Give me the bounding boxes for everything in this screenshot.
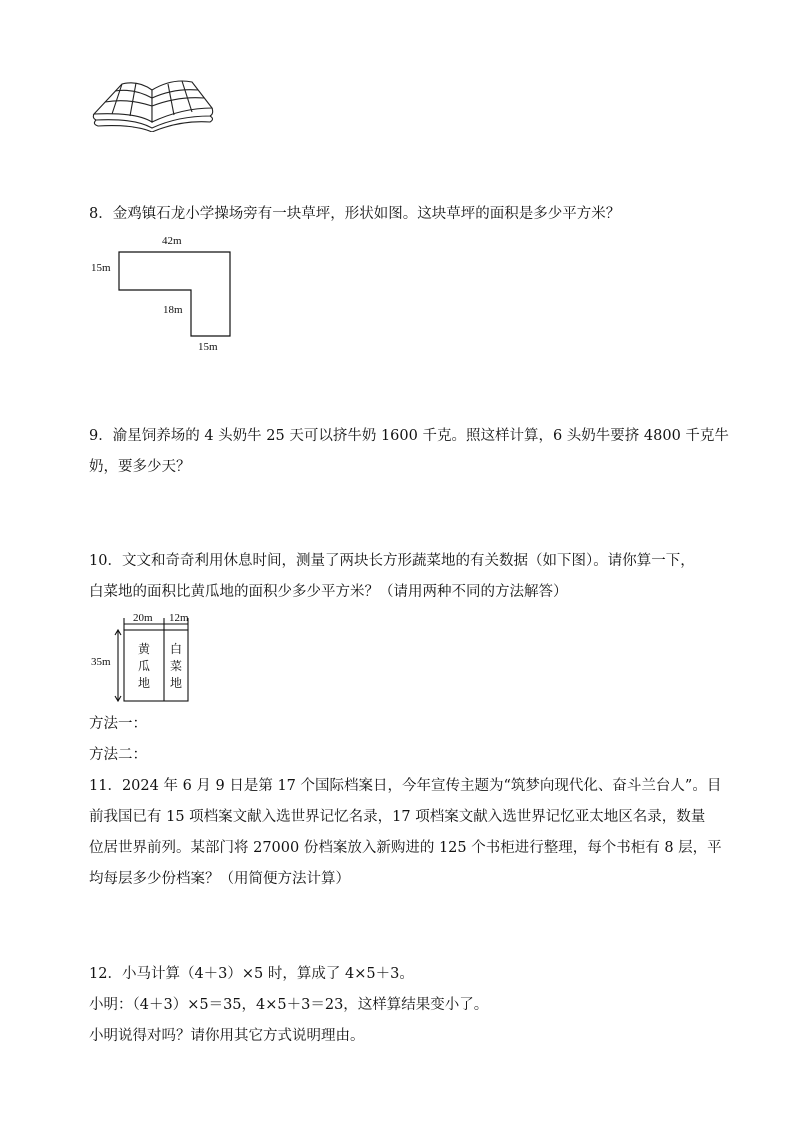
fig8-label-inner: 18m (163, 304, 183, 316)
field2-char3: 地 (170, 676, 183, 690)
question-10 (89, 546, 709, 608)
question-12-line2: 小明：（4＋3）×5＝35，4×5＋3＝23，这样算结果变小了。 (89, 997, 489, 1013)
question-12 (89, 959, 709, 1052)
lawn-shape-figure (80, 230, 260, 360)
book-illustration (88, 74, 218, 132)
question-11-line3: 位居世界前列。某部门将 27000 份档案放入新购进的 125 个书柜进行整理，每个书柜有 8 层，平 (89, 840, 722, 856)
question-10-methods (89, 709, 709, 771)
field1-label (138, 642, 151, 690)
field2-char2: 菜 (170, 659, 183, 673)
fig8-label-top: 42m (162, 235, 182, 247)
method-2-label: 方法二： (89, 747, 147, 763)
question-9 (89, 421, 729, 483)
field1-char1: 黄 (138, 642, 151, 656)
question-8-text: 8．金鸡镇石龙小学操场旁有一块草坪，形状如图。这块草坪的面积是多少平方米？ (89, 206, 621, 222)
fig8-label-bottom: 15m (198, 341, 218, 353)
question-10-line1: 10．文文和奇奇利用休息时间，测量了两块长方形蔬菜地的有关数据（如下图）。请你算一下， (89, 553, 695, 569)
question-11 (89, 771, 722, 895)
fig10-label-w2: 12m (169, 612, 189, 624)
question-12-line1: 12．小马计算（4＋3）×5 时，算成了 4×5＋3。 (89, 966, 414, 982)
fig8-label-left: 15m (91, 262, 111, 274)
field1-char2: 瓜 (138, 659, 151, 673)
question-11-line2: 前我国已有 15 项档案文献入选世界记忆名录，17 项档案文献入选世界记忆亚太地区名录，数量 (89, 809, 706, 825)
question-9-line2: 奶，要多少天？ (89, 459, 191, 475)
question-11-line1: 11．2024 年 6 月 9 日是第 17 个国际档案日，今年宣传主题为“筑梦向现代化、奋斗兰台人”。目 (89, 778, 722, 794)
field2-label (170, 642, 182, 690)
question-9-line1: 9．渝星饲养场的 4 头奶牛 25 天可以挤牛奶 1600 千克。照这样计算，6 头奶牛要挤 4800 千克牛 (89, 428, 729, 444)
fig10-label-w1: 20m (133, 612, 153, 624)
field1-char3: 地 (138, 676, 151, 690)
fig10-label-h: 35m (91, 656, 111, 668)
method-1-label: 方法一： (89, 716, 147, 732)
question-12-line3: 小明说得对吗？请你用其它方式说明理由。 (89, 1028, 365, 1044)
field2-char1: 白 (170, 642, 183, 656)
question-11-line4: 均每层多少份档案？（用简便方法计算） (89, 871, 350, 887)
question-10-line2: 白菜地的面积比黄瓜地的面积少多少平方米？（请用两种不同的方法解答） (89, 584, 568, 600)
